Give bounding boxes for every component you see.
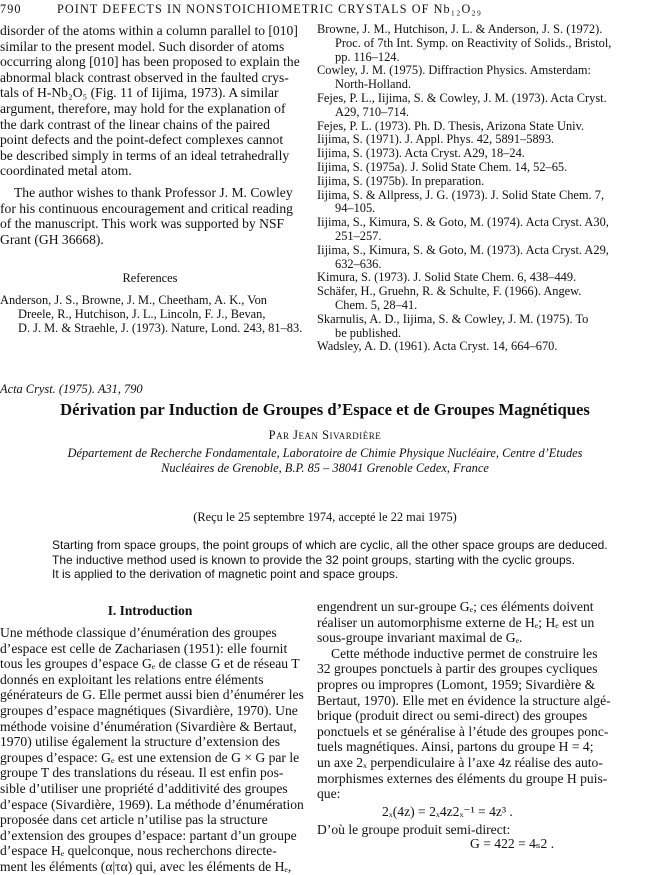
text-line: groupes d’espace magnétiques (Sivardière, 1970). Une xyxy=(0,702,298,718)
reference-entry xyxy=(317,271,650,285)
text-line: ment les éléments (α|τα) qui, avec les éléments de Hₑ, xyxy=(0,858,292,874)
text-line: d’espace est celle de Zachariasen (1951): elle fournit xyxy=(0,640,288,656)
text-line: coordinated metal atom. xyxy=(0,163,132,179)
reference-line: Iijima, S. (1975b). In preparation. xyxy=(317,173,485,188)
intro-left-column xyxy=(0,625,305,875)
reference-line: be published. xyxy=(335,325,402,340)
text-line: d’espace (Sivardière, 1969). La méthode d’énumération xyxy=(0,796,304,812)
reference-entry xyxy=(317,92,650,120)
text-line: occurring along [010] has been proposed to explain the xyxy=(0,54,300,70)
reference-entry xyxy=(317,147,650,161)
reference-line: Skarnulis, A. D., Iijima, S. & Cowley, J. M. (1975). To xyxy=(317,311,589,326)
text-line: réaliser un automorphisme externe de Hₑ; Hₑ est un xyxy=(317,614,595,630)
reference-line: Proc. of 7th Int. Symp. on Reactivity of Solids., Bristol, xyxy=(335,35,612,50)
text-line: argument, therefore, may hold for the explanation of xyxy=(0,100,286,116)
reference-line: Iijima, S. (1971). J. Appl. Phys. 42, 5891–5893. xyxy=(317,132,555,147)
reference-line: Anderson, J. S., Browne, J. M., Cheetham, A. K., Von xyxy=(0,293,267,307)
reference-line: Wadsley, A. D. (1961). Acta Cryst. 14, 664–670. xyxy=(317,339,558,354)
text-line: of the manuscript. This work was supported by NSF xyxy=(0,216,285,232)
text-line: d’extension des groupes d’espace: partant d’un groupe xyxy=(0,827,297,843)
text-line: propres ou impropres (Lomont, 1959; Sivardière & xyxy=(317,676,596,692)
reference-line: Iijima, S. & Allpress, J. G. (1973). J. Solid State Chem. 7, xyxy=(317,187,605,202)
text-line: for his continuous encouragement and critical reading xyxy=(0,200,293,216)
text-line: 1970) utilise également la structure d’extension des xyxy=(0,734,281,750)
text-line: sible d’utiliser une propriété d’additivité des groupes xyxy=(0,780,288,796)
reference-line: A29, 710–714. xyxy=(335,104,409,119)
references-list xyxy=(317,23,650,354)
reference-line: Chem. 5, 28–41. xyxy=(335,297,418,312)
text-line: disorder of the atoms within a column parallel to [010] xyxy=(0,23,298,38)
text-line: tous les groupes d’espace Gₑ de classe G et de réseau T xyxy=(0,656,300,672)
text-line: groupe T des translations du réseau. Il est enfin pos- xyxy=(0,765,284,781)
affiliation-line: Département de Recherche Fondamentale, Laboratoire de Chimie Physique Nucléaire, Centre d’Etudes xyxy=(67,446,583,460)
text-line: d’espace Hₑ quelconque, nous recherchons directe- xyxy=(0,843,277,859)
text-line: donnés en exploitant les relations entre éléments xyxy=(0,671,264,687)
reference-line: Iijima, S. (1973). Acta Cryst. A29, 18–24. xyxy=(317,146,525,161)
reference-line: Browne, J. M., Hutchison, J. L. & Anderson, J. S. (1972). xyxy=(317,22,603,36)
equation-automorphism: 2ₓ(4z) = 2ₓ4z2ₓ⁻¹ = 4z³ . xyxy=(382,804,513,819)
reference-entry xyxy=(317,340,650,354)
reference-entry xyxy=(317,285,650,313)
text-line: 32 groupes ponctuels à partir des groupes cycliques xyxy=(317,661,598,677)
text-line: ponctuels et se généralise à l’étude des groupes ponc- xyxy=(317,723,609,739)
reference-line: Dreele, R., Hutchison, J. L., Lincoln, F. J., Bevan, xyxy=(18,306,266,321)
text-line: be described simply in terms of an ideal tetrahedrally xyxy=(0,147,290,163)
reference-line: Iijima, S., Kimura, S. & Goto, M. (1974). Acta Cryst. A30, xyxy=(317,215,609,230)
reference-entry xyxy=(317,161,650,175)
text-line: tuels magnétiques. Ainsi, partons du groupe H = 4; xyxy=(317,739,594,755)
prev-article-paragraph xyxy=(0,23,300,179)
text-line: The author wishes to thank Professor J. M. Cowley xyxy=(14,185,293,200)
text-line: tals of H-Nb₂O₅ (Fig. 11 of Iijima, 1973). A similar xyxy=(0,85,279,101)
text-line: que: xyxy=(317,786,341,802)
equation-semidirect: G = 422 = 4ₛ2 . xyxy=(470,836,555,851)
reference-entry xyxy=(317,23,650,64)
text-line: point defects and the point-defect complexes cannot xyxy=(0,132,284,148)
abstract xyxy=(52,538,612,582)
reference-line: Fejes, P. L., Iijima, S. & Cowley, J. M. (1973). Acta Cryst. xyxy=(317,90,607,105)
references-heading: References xyxy=(122,271,178,285)
intro-right-column xyxy=(317,599,650,802)
reference-entry xyxy=(317,133,650,147)
abstract-line: Starting from space groups, the point groups of which are cyclic, all the other space groups are deduced. xyxy=(52,538,608,552)
journal-citation: Acta Cryst. (1975). A31, 790 xyxy=(0,382,143,396)
reference-line: Kimura, S. (1973). J. Solid State Chem. 6, 438–449. xyxy=(317,270,577,285)
text-line: groupes d’espace: Gₑ est une extension de G × G par le xyxy=(0,749,300,765)
text-line: un axe 2ₓ perpendiculaire à l’axe 4z réalise des auto- xyxy=(317,754,603,770)
text-line: brique (produit direct ou semi-direct) des groupes xyxy=(317,708,588,724)
section-heading: I. Introduction xyxy=(107,603,193,618)
page-number: 790 xyxy=(0,2,22,16)
reference-entry xyxy=(0,294,305,335)
reference-line: Cowley, J. M. (1975). Diffraction Physics. Amsterdam: xyxy=(317,63,591,78)
text-line: engendrent un sur-groupe Gₑ; ces éléments doivent xyxy=(317,599,594,614)
reference-line: Iijima, S. (1975a). J. Solid State Chem. 14, 52–65. xyxy=(317,159,568,174)
text-line: Cette méthode inductive permet de construire les xyxy=(331,645,598,661)
running-title: POINT DEFECTS IN NONSTOICHIOMETRIC CRYSTALS OF Nb₁₂O₂₉ xyxy=(57,2,483,16)
reference-entry xyxy=(317,189,650,217)
received-dates: (Reçu le 25 septembre 1974, accepté le 22 mai 1975) xyxy=(193,510,457,524)
reference-line: 94–105. xyxy=(335,201,376,216)
reference-entry xyxy=(317,313,650,341)
reference-entry xyxy=(317,120,650,134)
text-line: abnormal black contrast observed in the faulted crys- xyxy=(0,69,289,85)
text-line: proposée dans cet article n’utilise pas la structure xyxy=(0,812,268,828)
reference-entry xyxy=(317,216,650,244)
affiliation-line: Nucléaires de Grenoble, B.P. 85 – 38041 Grenoble Cedex, France xyxy=(161,461,489,475)
reference-entry xyxy=(317,64,650,92)
text-line: générateurs de G. Elle permet aussi bien d’énumérer les xyxy=(0,687,304,703)
reference-line: Fejes, P. L. (1973). Ph. D. Thesis, Arizona State Univ. xyxy=(317,118,585,133)
reference-line: 251–257. xyxy=(335,228,382,243)
text-line: morphismes externes des éléments du groupe H puis- xyxy=(317,770,608,786)
article-title: Dérivation par Induction de Groupes d’Espace et de Groupes Magnétiques xyxy=(60,400,590,419)
reference-line: D. J. M. & Straehle, J. (1973). Nature, Lond. 243, 81–83. xyxy=(18,320,303,335)
text-line: the dark contrast of the linear chains of the paired xyxy=(0,116,270,132)
text-line: similar to the present model. Such disorder of atoms xyxy=(0,38,285,54)
reference-line: North-Holland. xyxy=(335,77,412,92)
text-line: D’où le groupe produit semi-direct: xyxy=(317,822,511,837)
reference-line: Iijima, S., Kimura, S. & Goto, M. (1973). Acta Cryst. A29, xyxy=(317,242,609,257)
abstract-line: It is applied to the derivation of magnetic point and space groups. xyxy=(52,567,399,582)
affiliation xyxy=(0,446,650,476)
author-byline: Par Jean Sivardière xyxy=(268,428,382,442)
reference-line: 632–636. xyxy=(335,256,382,271)
reference-line: Schäfer, H., Gruehn, R. & Schulte, F. (1966). Angew. xyxy=(317,284,582,299)
abstract-line: The inductive method used is known to provide the 32 point groups, starting with the cyclic groups. xyxy=(52,552,575,567)
text-line: sous-groupe invariant maximal de Gₑ. xyxy=(317,630,523,646)
text-line: Grant (GH 36668). xyxy=(0,231,104,247)
text-line: Bertaut, 1970). Elle met en évidence la structure algé- xyxy=(317,692,611,708)
acknowledgement xyxy=(0,185,300,247)
reference-line: pp. 116–124. xyxy=(335,49,400,64)
text-line: méthode voisine d’énumération (Sivardière & Bertaut, xyxy=(0,718,297,734)
reference-entry xyxy=(317,175,650,189)
reference-entry xyxy=(317,244,650,272)
text-line: Une méthode classique d’énumération des groupes xyxy=(0,625,277,640)
